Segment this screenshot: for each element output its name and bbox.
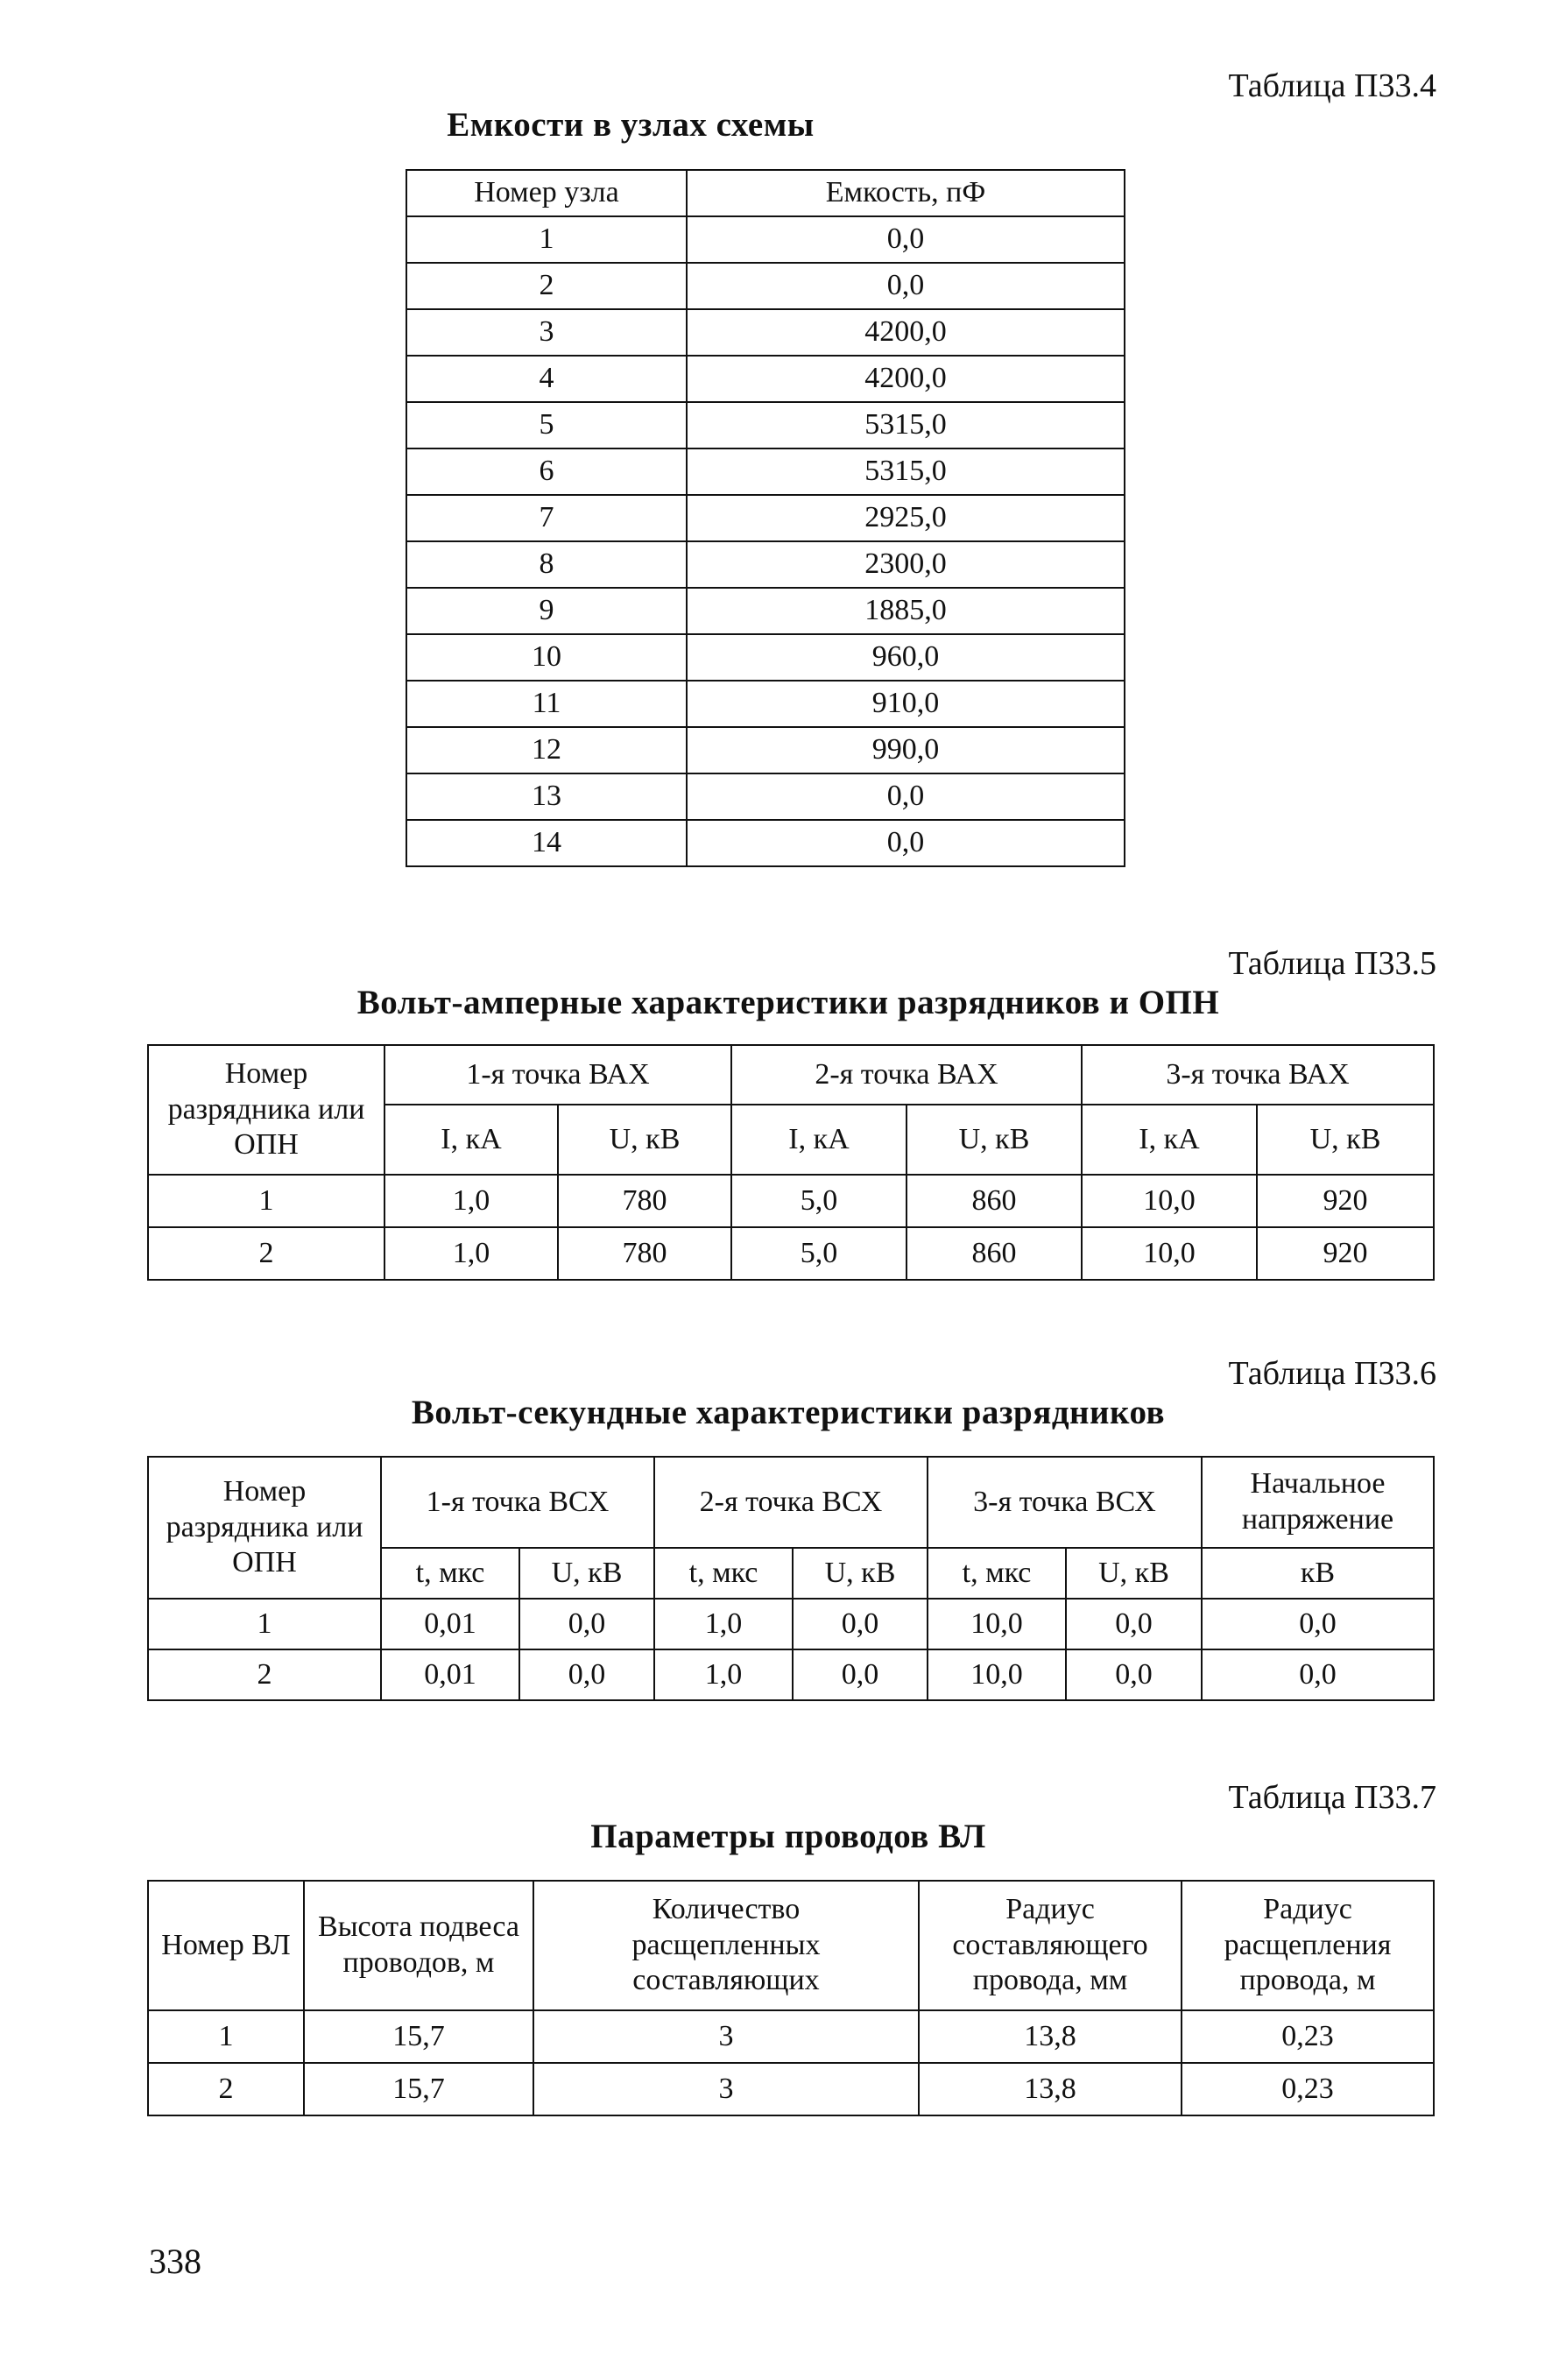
header-cell: 3-я точка ВАХ xyxy=(1082,1045,1434,1105)
subheader-cell: U, кВ xyxy=(1066,1548,1202,1599)
table-cell: 0,0 xyxy=(519,1649,654,1700)
table-cell: 920 xyxy=(1257,1227,1434,1280)
capacitance-table xyxy=(406,169,1125,867)
subheader-cell: t, мкс xyxy=(654,1548,793,1599)
header-cell: Высота подвеса проводов, м xyxy=(304,1881,533,2010)
table-cell: 3 xyxy=(533,2063,919,2115)
table-title: Параметры проводов ВЛ xyxy=(590,1818,986,1855)
page-number: 338 xyxy=(149,2242,201,2281)
subheader-cell: U, кВ xyxy=(519,1548,654,1599)
table-cell: 910,0 xyxy=(687,681,1125,727)
table-cell: 9 xyxy=(406,588,687,634)
header-cell: 3-я точка ВСХ xyxy=(928,1457,1202,1548)
table-cell: 5,0 xyxy=(731,1227,907,1280)
header-cell: 2-я точка ВАХ xyxy=(731,1045,1082,1105)
table-cell: 0,0 xyxy=(519,1599,654,1649)
header-cell: Номер ВЛ xyxy=(148,1881,304,2010)
table-cell: 0,01 xyxy=(381,1649,519,1700)
table-title: Емкости в узлах схемы xyxy=(447,106,815,144)
table-cell: 6 xyxy=(406,448,687,495)
table-cell: 12 xyxy=(406,727,687,773)
table-cell: 2300,0 xyxy=(687,541,1125,588)
subheader-cell: U, кВ xyxy=(1257,1105,1434,1175)
header-cell: Номер разрядника или ОПН xyxy=(148,1457,381,1599)
table-title: Вольт-амперные характеристики разрядников и ОПН xyxy=(356,984,1220,1021)
table-cell: 0,0 xyxy=(1066,1649,1202,1700)
table-cell: 1,0 xyxy=(384,1175,558,1227)
header-cell: Радиус составляющего провода, мм xyxy=(919,1881,1182,2010)
table-cell: 1 xyxy=(406,216,687,263)
table-label: Таблица П33.5 xyxy=(1228,945,1436,982)
subheader-cell: t, мкс xyxy=(381,1548,519,1599)
table-cell: 780 xyxy=(558,1227,731,1280)
table-cell: 1 xyxy=(148,1599,381,1649)
header-cell: Количество расщепленных составляющих xyxy=(533,1881,919,2010)
table-cell: 0,0 xyxy=(687,216,1125,263)
table-cell: 0,23 xyxy=(1182,2063,1434,2115)
table-cell: 10,0 xyxy=(1082,1227,1257,1280)
table-cell: 0,0 xyxy=(793,1649,928,1700)
subheader-cell: I, кА xyxy=(731,1105,907,1175)
table-cell: 1,0 xyxy=(654,1649,793,1700)
header-cell: Номер узла xyxy=(406,170,687,216)
table-cell: 10,0 xyxy=(928,1649,1066,1700)
header-cell: Радиус расщепления провода, м xyxy=(1182,1881,1434,2010)
table-cell: 990,0 xyxy=(687,727,1125,773)
table-cell: 3 xyxy=(406,309,687,356)
header-cell: 1-я точка ВАХ xyxy=(384,1045,731,1105)
table-cell: 5315,0 xyxy=(687,402,1125,448)
line-params-table xyxy=(147,1880,1435,2116)
table-cell: 0,0 xyxy=(687,820,1125,866)
table-cell: 15,7 xyxy=(304,2010,533,2063)
subheader-cell: t, мкс xyxy=(928,1548,1066,1599)
table-cell: 7 xyxy=(406,495,687,541)
table-label: Таблица П33.4 xyxy=(1228,67,1436,104)
table-cell: 5 xyxy=(406,402,687,448)
header-cell: Емкость, пФ xyxy=(687,170,1125,216)
table-cell: 860 xyxy=(907,1227,1082,1280)
table-cell: 15,7 xyxy=(304,2063,533,2115)
table-cell: 960,0 xyxy=(687,634,1125,681)
table-cell: 1,0 xyxy=(654,1599,793,1649)
table-cell: 780 xyxy=(558,1175,731,1227)
table-cell: 0,0 xyxy=(1202,1599,1434,1649)
table-cell: 4 xyxy=(406,356,687,402)
table-cell: 1,0 xyxy=(384,1227,558,1280)
table-cell: 2 xyxy=(148,1227,384,1280)
table-cell: 2 xyxy=(148,2063,304,2115)
table-cell: 11 xyxy=(406,681,687,727)
table-cell: 0,01 xyxy=(381,1599,519,1649)
table-cell: 0,0 xyxy=(1202,1649,1434,1700)
header-cell: 1-я точка ВСХ xyxy=(381,1457,654,1548)
table-cell: 13 xyxy=(406,773,687,820)
table-cell: 14 xyxy=(406,820,687,866)
subheader-cell: U, кВ xyxy=(907,1105,1082,1175)
header-cell: Номер разрядника или ОПН xyxy=(148,1045,384,1175)
subheader-cell: I, кА xyxy=(1082,1105,1257,1175)
table-cell: 0,0 xyxy=(687,773,1125,820)
table-cell: 0,0 xyxy=(687,263,1125,309)
table-cell: 1 xyxy=(148,2010,304,2063)
table-cell: 860 xyxy=(907,1175,1082,1227)
table-cell: 2 xyxy=(148,1649,381,1700)
table-title: Вольт-секундные характеристики разрядников xyxy=(411,1394,1166,1431)
table-cell: 1885,0 xyxy=(687,588,1125,634)
table-cell: 4200,0 xyxy=(687,356,1125,402)
header-cell: Начальное напряжение xyxy=(1202,1457,1434,1548)
table-cell: 0,0 xyxy=(793,1599,928,1649)
vac-table xyxy=(147,1044,1435,1281)
table-cell: 5315,0 xyxy=(687,448,1125,495)
table-cell: 13,8 xyxy=(919,2063,1182,2115)
header-cell: 2-я точка ВСХ xyxy=(654,1457,928,1548)
table-cell: 13,8 xyxy=(919,2010,1182,2063)
table-cell: 10,0 xyxy=(1082,1175,1257,1227)
vsc-table xyxy=(147,1456,1435,1701)
table-cell: 8 xyxy=(406,541,687,588)
table-cell: 4200,0 xyxy=(687,309,1125,356)
table-cell: 1 xyxy=(148,1175,384,1227)
table-label: Таблица П33.7 xyxy=(1228,1779,1436,1816)
table-cell: 2 xyxy=(406,263,687,309)
table-cell: 0,23 xyxy=(1182,2010,1434,2063)
subheader-cell: кВ xyxy=(1202,1548,1434,1599)
table-cell: 920 xyxy=(1257,1175,1434,1227)
table-cell: 2925,0 xyxy=(687,495,1125,541)
subheader-cell: I, кА xyxy=(384,1105,558,1175)
subheader-cell: U, кВ xyxy=(558,1105,731,1175)
table-label: Таблица П33.6 xyxy=(1228,1355,1436,1392)
table-cell: 0,0 xyxy=(1066,1599,1202,1649)
table-cell: 5,0 xyxy=(731,1175,907,1227)
table-cell: 10,0 xyxy=(928,1599,1066,1649)
table-cell: 10 xyxy=(406,634,687,681)
subheader-cell: U, кВ xyxy=(793,1548,928,1599)
table-cell: 3 xyxy=(533,2010,919,2063)
